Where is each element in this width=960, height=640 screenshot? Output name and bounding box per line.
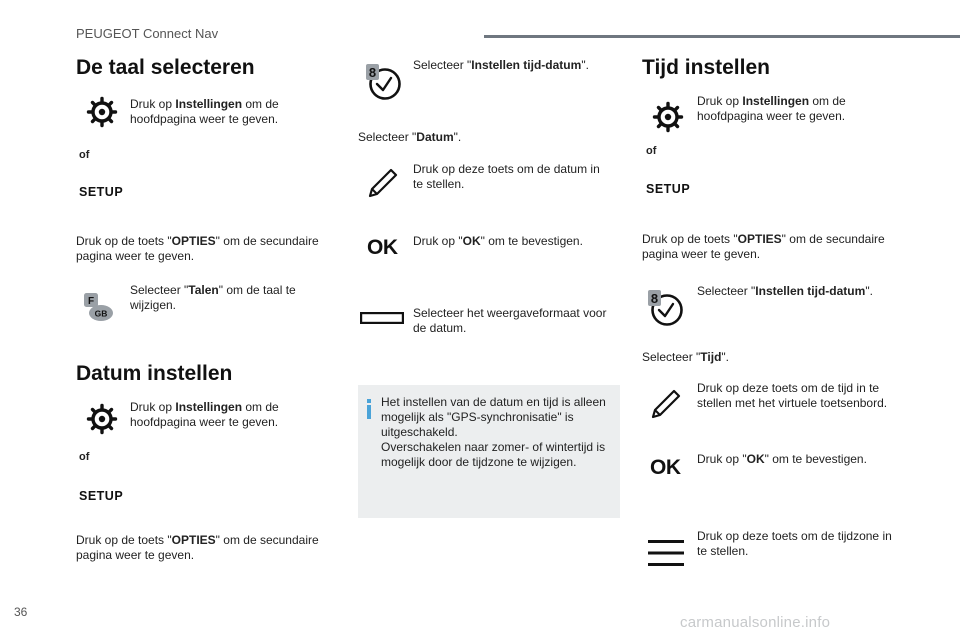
heading-taal: De taal selecteren xyxy=(76,56,255,79)
header-title: PEUGEOT Connect Nav xyxy=(76,26,219,41)
step-instellingen-2 xyxy=(130,400,310,430)
text: Druk op xyxy=(130,97,176,111)
text-bold: OPTIES xyxy=(171,234,216,248)
text-bold: OK xyxy=(746,452,765,466)
text: Selecteer " xyxy=(358,130,417,144)
pencil-icon xyxy=(364,166,400,202)
text: " om de secundaire pagina weer te geven. xyxy=(642,232,885,261)
text-bold: Talen xyxy=(188,283,219,297)
gear-icon xyxy=(86,96,118,128)
text: om de hoofdpagina weer te geven. xyxy=(130,97,279,126)
text: Druk op xyxy=(130,400,176,414)
text: " om de taal te wijzigen. xyxy=(130,283,296,312)
step-weergaveformaat: Selecteer het weergaveformaat voor de datum. xyxy=(413,306,607,335)
info-note xyxy=(358,385,620,518)
info-icon xyxy=(367,399,371,419)
watermark: carmanualsonline.info xyxy=(680,614,831,631)
heading-datum: Datum instellen xyxy=(76,362,233,385)
step-instellingen-1 xyxy=(130,97,310,127)
text: Selecteer " xyxy=(642,350,701,364)
text: om de hoofdpagina weer te geven. xyxy=(130,400,279,429)
text-bold: Instellen tijd-datum xyxy=(471,58,582,72)
step-ok-2 xyxy=(697,452,897,467)
text: " om te bevestigen. xyxy=(764,452,867,466)
text: Druk op de toets " xyxy=(76,234,172,248)
menu-list-icon xyxy=(646,537,686,569)
text-bold: Datum xyxy=(416,130,454,144)
or-label: of xyxy=(646,145,657,157)
info-note-line: Overschakelen naar zomer- of wintertijd is mogelijk door de tijdzone te wijzigen. xyxy=(381,440,606,469)
step-opties-2 xyxy=(76,533,336,563)
text: ". xyxy=(581,58,589,72)
or-label: of xyxy=(79,451,90,463)
clock-number: 8 xyxy=(650,291,659,306)
step-tijd-datum xyxy=(413,58,613,73)
text: Selecteer " xyxy=(130,283,189,297)
gear-icon xyxy=(652,101,684,133)
heading-tijd: Tijd instellen xyxy=(642,56,770,79)
text: Druk op xyxy=(697,94,743,108)
text-bold: OPTIES xyxy=(171,533,216,547)
text-bold: Instellen tijd-datum xyxy=(755,284,866,298)
text: " om de secundaire pagina weer te geven. xyxy=(76,533,319,562)
info-note-text xyxy=(381,395,613,470)
step-tijdzone: Druk op deze toets om de tijdzone in te stellen. xyxy=(697,529,892,558)
ok-label: OK xyxy=(367,236,398,259)
pencil-icon xyxy=(647,387,683,423)
text-bold: Instellingen xyxy=(742,94,810,108)
text: om de hoofdpagina weer te geven. xyxy=(697,94,846,123)
step-datum-instellen: Druk op deze toets om de datum in te stellen. xyxy=(413,162,600,191)
text: ". xyxy=(721,350,730,364)
text: ". xyxy=(865,284,873,298)
step-tijd-instellen: Druk op deze toets om de tijd in te stellen met het virtuele toetsenbord. xyxy=(697,381,888,410)
ok-label: OK xyxy=(650,456,681,479)
text: ". xyxy=(453,130,462,144)
text: Druk op de toets " xyxy=(76,533,172,547)
setup-label: SETUP xyxy=(79,489,124,503)
info-note-line: Het instellen van de datum en tijd is alleen mogelijk als "GPS-synchronisatie" is uitgeschakeld. xyxy=(381,395,606,439)
text: Druk op " xyxy=(697,452,747,466)
step-talen xyxy=(130,283,315,313)
text: Selecteer " xyxy=(413,58,472,72)
text-bold: OK xyxy=(462,234,481,248)
or-label: of xyxy=(79,149,90,161)
format-bar-icon xyxy=(360,312,404,324)
step-instellingen-3 xyxy=(697,94,877,124)
text-bold: Instellingen xyxy=(175,97,243,111)
setup-label: SETUP xyxy=(79,185,124,199)
clock-icon xyxy=(646,288,686,328)
header-bar xyxy=(484,35,960,38)
clock-number: 8 xyxy=(368,65,377,80)
text-bold: OPTIES xyxy=(737,232,782,246)
step-datum xyxy=(358,130,558,145)
text: Selecteer " xyxy=(697,284,756,298)
step-opties-1 xyxy=(76,234,336,264)
page-number: 36 xyxy=(14,605,28,619)
language-flag-icon xyxy=(83,292,115,324)
gear-icon xyxy=(86,403,118,435)
step-ok-1 xyxy=(413,234,613,249)
step-tijd xyxy=(642,350,842,365)
flag-gb-text: GB xyxy=(94,308,108,319)
setup-label: SETUP xyxy=(646,182,691,196)
clock-icon xyxy=(364,62,404,102)
text: " om de secundaire pagina weer te geven. xyxy=(76,234,319,263)
text-bold: Tijd xyxy=(700,350,722,364)
text-bold: Instellingen xyxy=(175,400,243,414)
step-opties-3 xyxy=(642,232,902,262)
text: Druk op de toets " xyxy=(642,232,738,246)
step-tijd-datum-2 xyxy=(697,284,897,299)
flag-f-text: F xyxy=(87,296,95,307)
text: " om te bevestigen. xyxy=(480,234,583,248)
text: Druk op " xyxy=(413,234,463,248)
